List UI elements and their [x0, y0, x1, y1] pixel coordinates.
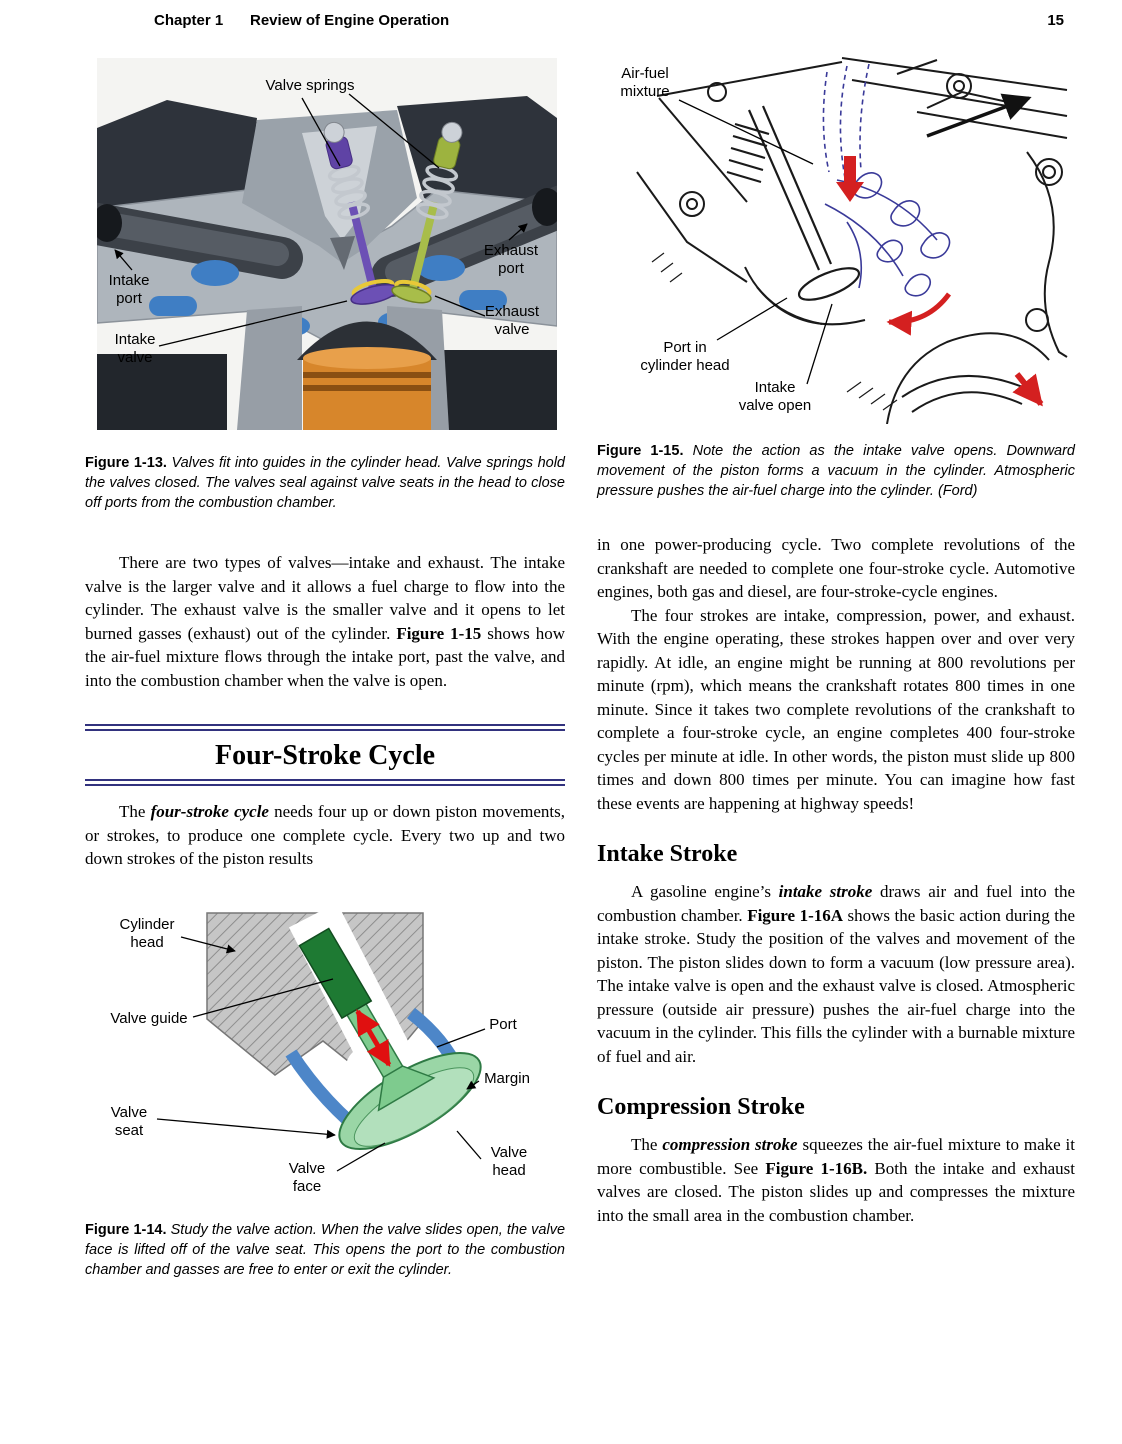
left-column	[85, 58, 565, 1280]
figure-1-13-caption	[85, 453, 565, 513]
block-lower-right	[432, 350, 557, 430]
text-segment: Both the intake and exhaust valves are closed. The piston slides up and compresses the mixture into the small area in the combustion chamber.	[597, 1158, 1076, 1225]
fig13-label-intake-port-1: Intake	[108, 272, 150, 289]
fig13-label-exhaust-port-2: port	[498, 260, 524, 277]
figure-caption-label: Figure 1-14.	[85, 1221, 167, 1238]
fig14-label-valve-seat-1: Valve	[110, 1103, 148, 1121]
fig14-label-valve-face-2: face	[292, 1177, 322, 1195]
figure-1-13	[97, 58, 565, 435]
figure-caption-label: Figure 1-13.	[85, 455, 167, 471]
text-segment: Figure 1-15	[396, 623, 482, 643]
fig13-label-exhaust-valve-2: valve	[494, 321, 530, 338]
text-segment: four-stroke cycle	[150, 802, 269, 821]
fig14-label-valve-head-1: Valve	[490, 1143, 528, 1161]
figure-caption-text: Note the action as the intake valve opens. Downward movement of the piston forms a vacuum in the cylinder. Atmospheric pressure pushes the air-fuel charge into the cylinder. (Ford)	[597, 443, 1075, 499]
text-segment: squeezes the air-fuel mixture to make it more combustible. See	[597, 1135, 1075, 1178]
paragraph	[85, 551, 565, 692]
fig15-label-air-fuel-1: Air-fuel	[621, 65, 669, 82]
paragraph	[597, 1133, 1075, 1227]
figure-1-15-image	[597, 52, 1075, 424]
chapter-label: Chapter 1	[154, 12, 224, 29]
text-segment: Figure 1-16A	[747, 905, 844, 925]
fig13-label-exhaust-valve-1: Exhaust	[484, 303, 540, 320]
text-segment: Figure 1-16B.	[765, 1158, 868, 1178]
figure-1-14-caption	[85, 1220, 565, 1280]
right-column	[597, 52, 1075, 1227]
text-segment: intake stroke	[778, 882, 873, 901]
fig14-label-cylinder-head-1: Cylinder	[119, 915, 175, 933]
fig13-label-intake-valve-2: valve	[117, 349, 153, 366]
fig14-label-valve-seat-2: seat	[114, 1121, 144, 1139]
fig15-label-intake-valve-open-2: valve open	[738, 397, 812, 414]
piston	[303, 347, 431, 430]
figure-caption-text: Study the valve action. When the valve slides open, the valve face is lifted off of the valve seat. This opens the port to the combustion chamber and gasses are free to enter or exit the cylinder.	[85, 1221, 566, 1278]
fig13-label-exhaust-port-1: Exhaust	[483, 242, 539, 259]
paragraph: in one power-producing cycle. Two complete revolutions of the crankshaft are needed to complete one four-stroke cycle. Automotive engines, both gas and diesel, are four-stroke-cycle engines.	[597, 535, 1075, 601]
paragraph: The four strokes are intake, compression, power, and exhaust. With the engine operating, these strokes happen over and over very rapidly. At idle, an engine might be running at 800 revolutions per minute (rpm), which means the crankshaft rotates 800 times in one minute. Since it takes two complete revolutions of the crankshaft to complete a four-stroke cycle, an engine completes 400 four-stroke cycles per minute at idle. In other words, the piston must slide up 800 times and down 800 times per minute. You can imagine how fast these events are happening at highway speeds!	[597, 605, 1075, 813]
figure-1-14	[85, 905, 565, 1210]
fig14-label-valve-guide: Valve guide	[110, 1009, 188, 1027]
section-title: Four-Stroke Cycle	[214, 740, 436, 771]
figure-1-14-image	[85, 905, 555, 1205]
subheading-intake-stroke: Intake Stroke	[597, 841, 738, 867]
text-segment: shows the basic action during the intake stroke. Study the position of the valves and movement of the piston. The piston slides down to form a vacuum (low pressure area). The intake valve is open and the exhaust valve is closed. Atmospheric pressure (outside air pressure) pushes the air-fuel charge into the vacuum in the cylinder. This fills the cylinder with a burnable mixture of fuel and air.	[597, 905, 1075, 1066]
page-number: 15	[1047, 12, 1064, 29]
fig14-label-valve-head-2: head	[492, 1161, 526, 1179]
heading-rule-top	[85, 724, 565, 731]
figure-1-15	[597, 52, 1075, 429]
page-header	[0, 12, 1122, 36]
fig15-label-intake-valve-open-1: Intake	[754, 379, 796, 396]
text-segment: needs four up or down piston movements, or strokes, to produce one complete cycle. Every two up and two down strokes of the piston results	[85, 802, 565, 868]
fig13-label-intake-port-2: port	[116, 290, 142, 307]
fig14-label-port: Port	[489, 1015, 517, 1033]
section-heading-four-stroke-cycle	[85, 724, 565, 786]
paragraph	[597, 880, 1075, 1068]
heading-rule-bottom	[85, 779, 565, 786]
fig15-label-port-in-head-1: Port in	[663, 339, 707, 356]
fig14-label-margin: Margin	[484, 1069, 530, 1087]
text-segment: draws air and fuel into the combustion chamber.	[597, 882, 1076, 925]
subheading-compression-stroke: Compression Stroke	[597, 1094, 805, 1120]
fig15-label-port-in-head-2: cylinder head	[640, 357, 730, 374]
figure-1-13-image	[97, 58, 557, 430]
fig13-label-intake-valve-1: Intake	[114, 331, 156, 348]
text-segment: The	[631, 1135, 663, 1154]
figure-caption-text: Valves fit into guides in the cylinder head. Valve springs hold the valves closed. The valves seal against valve seats in the head to close off ports from the combustion chamber.	[85, 455, 565, 511]
fig13-label-valve-springs: Valve springs	[265, 77, 355, 94]
text-segment: compression stroke	[662, 1135, 798, 1154]
text-segment: shows how the air-fuel mixture flows through the intake port, past the valve, and into the combustion chamber when the valve is open.	[85, 623, 566, 690]
figure-1-15-caption	[597, 441, 1075, 501]
text-segment: The	[119, 802, 151, 821]
fig15-label-air-fuel-2: mixture	[620, 83, 670, 100]
figure-caption-label: Figure 1-15.	[597, 443, 684, 459]
text-segment: There are two types of valves—intake and exhaust. The intake valve is the larger valve and it allows a fuel charge to flow into the cylinder. The exhaust valve is the smaller valve and it opens to let burned gasses (exhaust) out of the cylinder.	[85, 553, 565, 643]
text-segment: A gasoline engine’s	[631, 882, 779, 901]
fig14-label-valve-face-1: Valve	[288, 1159, 326, 1177]
paragraph	[85, 800, 565, 871]
fig14-label-cylinder-head-2: head	[130, 933, 164, 951]
chapter-title: Review of Engine Operation	[250, 12, 450, 29]
